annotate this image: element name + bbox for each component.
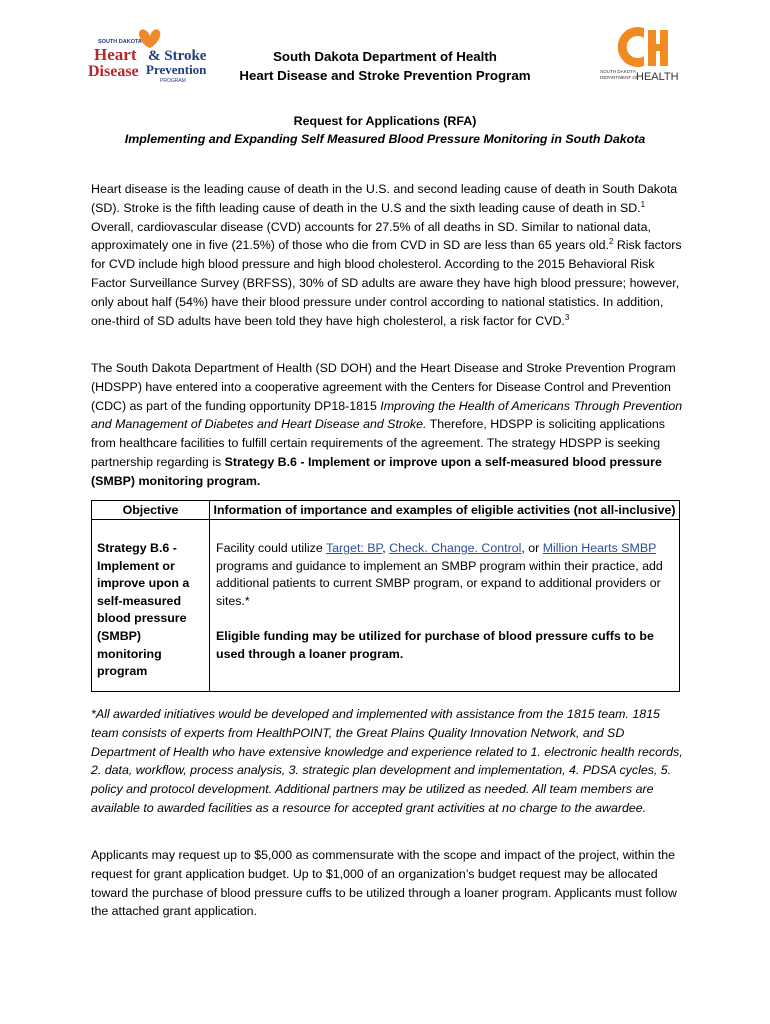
- info-separator: ,: [382, 541, 390, 555]
- partnership-text-a: The South Dakota Department of Health (SD DOH) and the Heart Disease and Stroke Prevention Program (HDSPP) have entered into a cooperative agreement with the Centers for Disease Control and Prevention (CDC) as part of the funding opportunity DP18-1815: [91, 361, 676, 413]
- logo-disease-text: Disease: [88, 63, 139, 80]
- objective-line: program: [97, 664, 148, 679]
- info-pre-text: Facility could utilize: [216, 541, 326, 555]
- objective-line: (SMBP): [97, 628, 142, 643]
- logo-heart-text: Heart: [94, 45, 137, 64]
- partnership-paragraph: [91, 359, 683, 491]
- funding-note: Eligible funding may be utilized for purchase of blood pressure cuffs to be used through a loaner program.: [216, 629, 654, 661]
- logo-dept-text: DEPARTMENT OF: [600, 75, 639, 80]
- heart-logo-icon: [139, 29, 160, 48]
- header-title-line1: South Dakota Department of Health: [273, 49, 497, 64]
- table-row: [92, 520, 680, 692]
- footnote-ref-3: 3: [564, 312, 570, 322]
- funding-opportunity-title: Improving the Health of Americans Through Prevention and Management of Diabetes and Heart Disease and Stroke.: [91, 398, 683, 432]
- logo-state-text: SOUTH DAKOTA: [98, 39, 142, 45]
- rfa-title: Request for Applications (RFA): [293, 114, 477, 128]
- million-hearts-smbp-link[interactable]: Million Hearts SMBP: [542, 541, 657, 555]
- objective-column-header: Objective: [92, 501, 210, 520]
- information-text: [216, 540, 673, 610]
- check-change-control-link[interactable]: Check. Change. Control: [389, 541, 522, 555]
- objective-line: blood pressure: [97, 611, 187, 626]
- logo-health-text: HEALTH: [636, 71, 679, 83]
- funding-request-paragraph: Applicants may request up to $5,000 as commensurate with the scope and impact of the project, within the request for grant application budget. Up to $1,000 of an organization’s budget request may be allocated toward the purchase of blood pressure cuffs to be utilized through a loaner program. Applicants must follow the attached grant application.: [91, 848, 677, 919]
- intro-text-c: Risk factors for CVD include high blood pressure and high blood cholesterol. According to the 2015 Behavioral Risk Factor Surveillance Survey (BRFSS), 30% of SD adults are aware they have high blood pressure; however, only about half (54%) have their blood pressure under control according to national statistics. In addition, one-third of SD adults have been told they have high cholesterol, a risk factor for CVD.: [91, 238, 682, 328]
- footnote-ref-1: 1: [640, 199, 646, 209]
- footnote-ref-2: 2: [608, 237, 614, 247]
- rfa-heading: [91, 112, 679, 148]
- intro-text-b: Overall, cardiovascular disease (CVD) accounts for 27.5% of all deaths in SD. Similar to national data, approximately one in five (21.5%) of those who die from CVD in SD are less than 65 years old.: [91, 219, 651, 253]
- strategy-statement: Strategy B.6 - Implement or improve upon a self-measured blood pressure (SMBP) monitoring program.: [91, 454, 662, 488]
- heart-stroke-program-logo: [88, 18, 218, 84]
- logo-prevention-text: Prevention: [146, 62, 207, 77]
- target-bp-link[interactable]: Target: BP: [325, 541, 383, 555]
- sd-department-of-health-logo: [598, 24, 679, 83]
- rfa-subtitle: Implementing and Expanding Self Measured Blood Pressure Monitoring in South Dakota: [124, 132, 646, 146]
- intro-paragraph: [91, 180, 683, 330]
- logo-program-text: PROGRAM: [160, 78, 186, 84]
- objective-line: self-measured: [97, 593, 182, 608]
- objective-line: improve upon a: [97, 576, 190, 591]
- information-column-header: Information of importance and examples of eligible activities (not all-inclusive): [210, 501, 680, 520]
- info-post-text: programs and guidance to implement an SMBP program within their practice, add additional patients to current SMBP program, or expand to additional providers or sites.*: [216, 558, 663, 608]
- partnership-text-b: Therefore, HDSPP is soliciting applications from healthcare facilities to fulfill certain requirements of the agreement. The strategy HDSPP is seeking partnership regarding is: [91, 417, 665, 469]
- objective-cell: [92, 520, 210, 692]
- intro-text-a: Heart disease is the leading cause of death in the U.S. and second leading cause of death in South Dakota (SD). Stroke is the fifth leading cause of death in the U.S and the sixth leading cause of death in SD.: [91, 182, 678, 215]
- logo-sd-text: SOUTH DAKOTA: [600, 69, 636, 74]
- awarded-initiatives-note: *All awarded initiatives would be developed and implemented with assistance from the 1815 team. 1815 team consists of experts from HealthPOINT, the Great Plains Quality Innovation Network, and SD Department of Health who have extensive knowledge and experience related to 1. electronic health records, 2. data, workflow, process analysis, 3. strategic plan development and implementation, 4. PDSA cycles, 5. policy and protocol development. Additional partners may be utilized as needed. All team members are available to awarded facilities as a resource for accepted grant activities at no charge to the awardee.: [91, 707, 683, 815]
- header-titles: [200, 47, 570, 85]
- logo-stroke-text: & Stroke: [148, 48, 207, 64]
- header-title-line2: Heart Disease and Stroke Prevention Program: [239, 68, 531, 83]
- health-c-icon: [618, 27, 644, 67]
- information-cell: [210, 520, 680, 692]
- health-h-cross-bar: [648, 44, 668, 51]
- objective-line: monitoring: [97, 646, 162, 661]
- objective-line: Strategy B.6 -: [97, 541, 177, 555]
- objective-line: Implement or: [97, 558, 175, 573]
- info-separator: , or: [521, 541, 543, 555]
- table-header-row: [92, 501, 680, 520]
- objective-table: [91, 500, 680, 692]
